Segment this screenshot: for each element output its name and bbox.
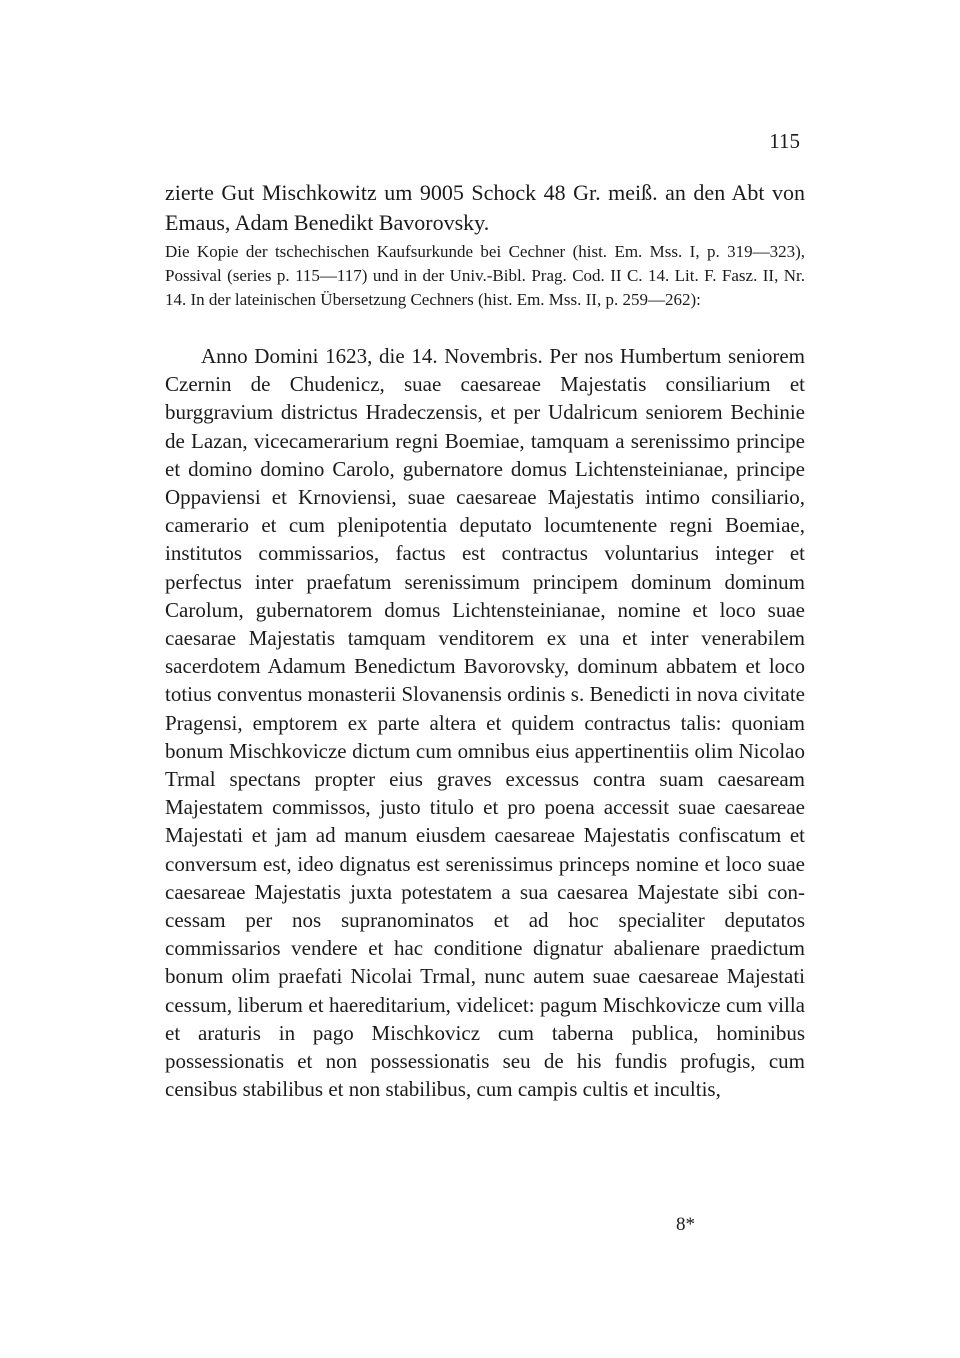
latin-charter-text: Anno Domini 1623, die 14. Novembris. Per nos Humbertum seniorem Czernin de Chudenicz, suae caesareae Majestatis consiliarium et burggravium districtus Hradeczensis, et per Udalricum seniorem Bechinie de Lazan, vicecamerarium regni Boemiae, tamquam a serenissimo principe et domino domino Carolo, gubernatore domus Lichtensteinianae, principe Oppaviensi et Krnoviensi, suae caesareae Majestatis intimo consiliario, camerario et cum plenipotentia deputato locumtenente regni Boemiae, institutos commissarios, factus est contractus voluntarius integer et perfectus inter praefatum serenissimum principem dominum dominum Carolum, gubernatorem domus Lichtensteinianae, nomine et loco suae caesarae Majestatis tamquam venditorem ex una et inter venerabilem sacerdotem Adamum Benedictum Bavorovsky, dominum abbatem et loco totius conventus monasterii Slovanensis ordinis s. Benedicti in nova civitate Pragensi, emptorem ex parte altera et quidem contractus talis: quoniam bonum Mischkovicze dictum cum omnibus eius appertinentiis olim Nicolao Trmal spectans propter eius graves excessus contra suam caesaream Majestatem commissos, justo titulo et pro poena accessit suae caesareae Majestati et jam ad manum eiusdem caesareae Majestatis confiscatum et conversum est, ideo dignatus est serenissimus princeps nomine et loco suae caesareae Majestatis juxta potestatem a sua caesarea Majestate sibi concessam per nos supranominatos et ad hoc specialiter deputatos commissarios vendere et hac conditione dignatur abalienare praedictum bonum olim praefati Nicolai Trmal, nunc autem suae caesareae Majestati cessum, liberum et haereditarium, videlicet: pagum Mischkovicze cum villa et araturis in pago Mischkovicz cum taberna publica, hominibus possessionatis et non possessionatis seu de his fundis profugis, cum censibus stabilibus et non stabilibus, cum campis cultis et incultis,: [165, 344, 805, 1102]
source-note: Die Kopie der tschechischen Kaufsurkunde bei Cechner (hist. Em. Mss. I, p. 319—323), Possival (series p. 115—117) und in der Univ.-Bibl. Prag. Cod. II C. 14. Lit. F. Fasz. II, Nr. 14. In der lateinischen Übersetzung Cechners (hist. Em. Mss. II, p. 259—262):: [165, 242, 805, 309]
page-number: 115: [769, 129, 800, 153]
signature-mark: 8*: [676, 1214, 695, 1235]
intro-paragraph: zierte Gut Mischkowitz um 9005 Schock 48 Gr. meiß. an den Abt von Emaus, Adam Benedikt Bavorovsky.: [165, 180, 805, 235]
